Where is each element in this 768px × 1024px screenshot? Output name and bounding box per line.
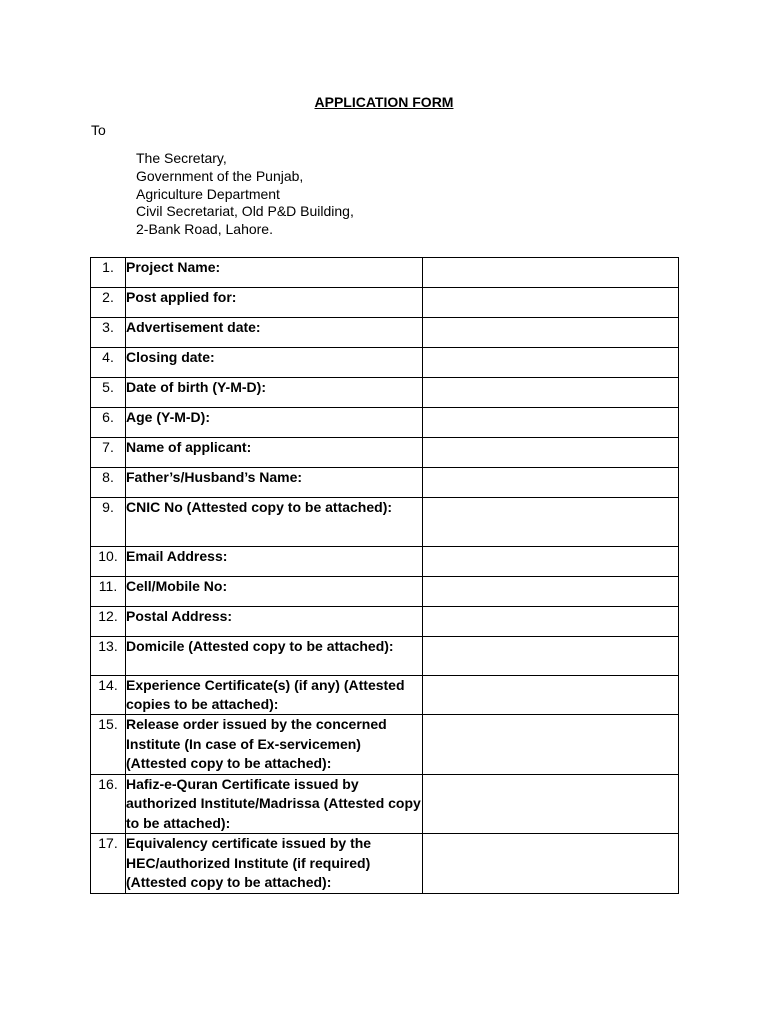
field-value-cell[interactable] bbox=[423, 834, 679, 894]
row-number: 10. bbox=[91, 547, 126, 577]
row-number: 14. bbox=[91, 676, 126, 715]
field-value-cell[interactable] bbox=[423, 547, 679, 577]
field-value-cell[interactable] bbox=[423, 498, 679, 547]
address-line: Civil Secretariat, Old P&D Building, bbox=[136, 203, 354, 220]
row-number: 8. bbox=[91, 468, 126, 498]
field-value-cell[interactable] bbox=[423, 774, 679, 834]
table-row bbox=[91, 676, 679, 715]
field-label: Experience Certificate(s) (if any) (Attested copies to be attached): bbox=[126, 676, 423, 715]
address-line: 2-Bank Road, Lahore. bbox=[136, 221, 273, 238]
application-form-table bbox=[90, 257, 679, 894]
row-number: 6. bbox=[91, 408, 126, 438]
row-number: 7. bbox=[91, 438, 126, 468]
table-row bbox=[91, 637, 679, 676]
table-row bbox=[91, 408, 679, 438]
row-number: 13. bbox=[91, 637, 126, 676]
field-value-cell[interactable] bbox=[423, 318, 679, 348]
field-value-cell[interactable] bbox=[423, 258, 679, 288]
table-row bbox=[91, 438, 679, 468]
recipient-address bbox=[136, 150, 354, 239]
field-label: Equivalency certificate issued by the HEC/authorized Institute (if required) (Attested copy to be attached): bbox=[126, 834, 423, 894]
field-label: Postal Address: bbox=[126, 607, 423, 637]
row-number: 9. bbox=[91, 498, 126, 547]
address-line: The Secretary, bbox=[136, 150, 227, 166]
form-title: APPLICATION FORM bbox=[314, 94, 454, 110]
row-number: 11. bbox=[91, 577, 126, 607]
field-label: Email Address: bbox=[126, 547, 423, 577]
table-row bbox=[91, 318, 679, 348]
field-label: Domicile (Attested copy to be attached): bbox=[126, 637, 423, 676]
address-line: Government of the Punjab, bbox=[136, 167, 304, 184]
field-value-cell[interactable] bbox=[423, 715, 679, 775]
row-number: 12. bbox=[91, 607, 126, 637]
field-label: Post applied for: bbox=[126, 288, 423, 318]
field-value-cell[interactable] bbox=[423, 288, 679, 318]
field-label: Closing date: bbox=[126, 348, 423, 378]
field-label: Name of applicant: bbox=[126, 438, 423, 468]
table-row bbox=[91, 378, 679, 408]
field-value-cell[interactable] bbox=[423, 438, 679, 468]
table-row bbox=[91, 258, 679, 288]
table-row bbox=[91, 348, 679, 378]
field-value-cell[interactable] bbox=[423, 637, 679, 676]
to-label: To bbox=[91, 122, 106, 138]
field-value-cell[interactable] bbox=[423, 577, 679, 607]
field-value-cell[interactable] bbox=[423, 378, 679, 408]
table-row bbox=[91, 547, 679, 577]
field-label: CNIC No (Attested copy to be attached): bbox=[126, 498, 423, 547]
address-line: Agriculture Department bbox=[136, 185, 280, 202]
field-value-cell[interactable] bbox=[423, 468, 679, 498]
table-row bbox=[91, 577, 679, 607]
row-number: 2. bbox=[91, 288, 126, 318]
row-number: 4. bbox=[91, 348, 126, 378]
table-row bbox=[91, 607, 679, 637]
field-value-cell[interactable] bbox=[423, 676, 679, 715]
row-number: 3. bbox=[91, 318, 126, 348]
field-value-cell[interactable] bbox=[423, 348, 679, 378]
table-row bbox=[91, 468, 679, 498]
field-label: Father’s/Husband’s Name: bbox=[126, 468, 423, 498]
field-label: Release order issued by the concerned Institute (In case of Ex-servicemen) (Attested copy to be attached): bbox=[126, 715, 423, 775]
field-label: Hafiz-e-Quran Certificate issued by authorized Institute/Madrissa (Attested copy to be attached): bbox=[126, 774, 423, 834]
row-number: 1. bbox=[91, 258, 126, 288]
field-label: Cell/Mobile No: bbox=[126, 577, 423, 607]
table-row bbox=[91, 715, 679, 775]
table-row bbox=[91, 288, 679, 318]
row-number: 5. bbox=[91, 378, 126, 408]
table-row bbox=[91, 834, 679, 894]
field-label: Date of birth (Y-M-D): bbox=[126, 378, 423, 408]
table-row bbox=[91, 498, 679, 547]
field-label: Advertisement date: bbox=[126, 318, 423, 348]
field-value-cell[interactable] bbox=[423, 408, 679, 438]
row-number: 15. bbox=[91, 715, 126, 775]
row-number: 17. bbox=[91, 834, 126, 894]
table-row bbox=[91, 774, 679, 834]
field-value-cell[interactable] bbox=[423, 607, 679, 637]
field-label: Age (Y-M-D): bbox=[126, 408, 423, 438]
field-label: Project Name: bbox=[126, 258, 423, 288]
row-number: 16. bbox=[91, 774, 126, 834]
